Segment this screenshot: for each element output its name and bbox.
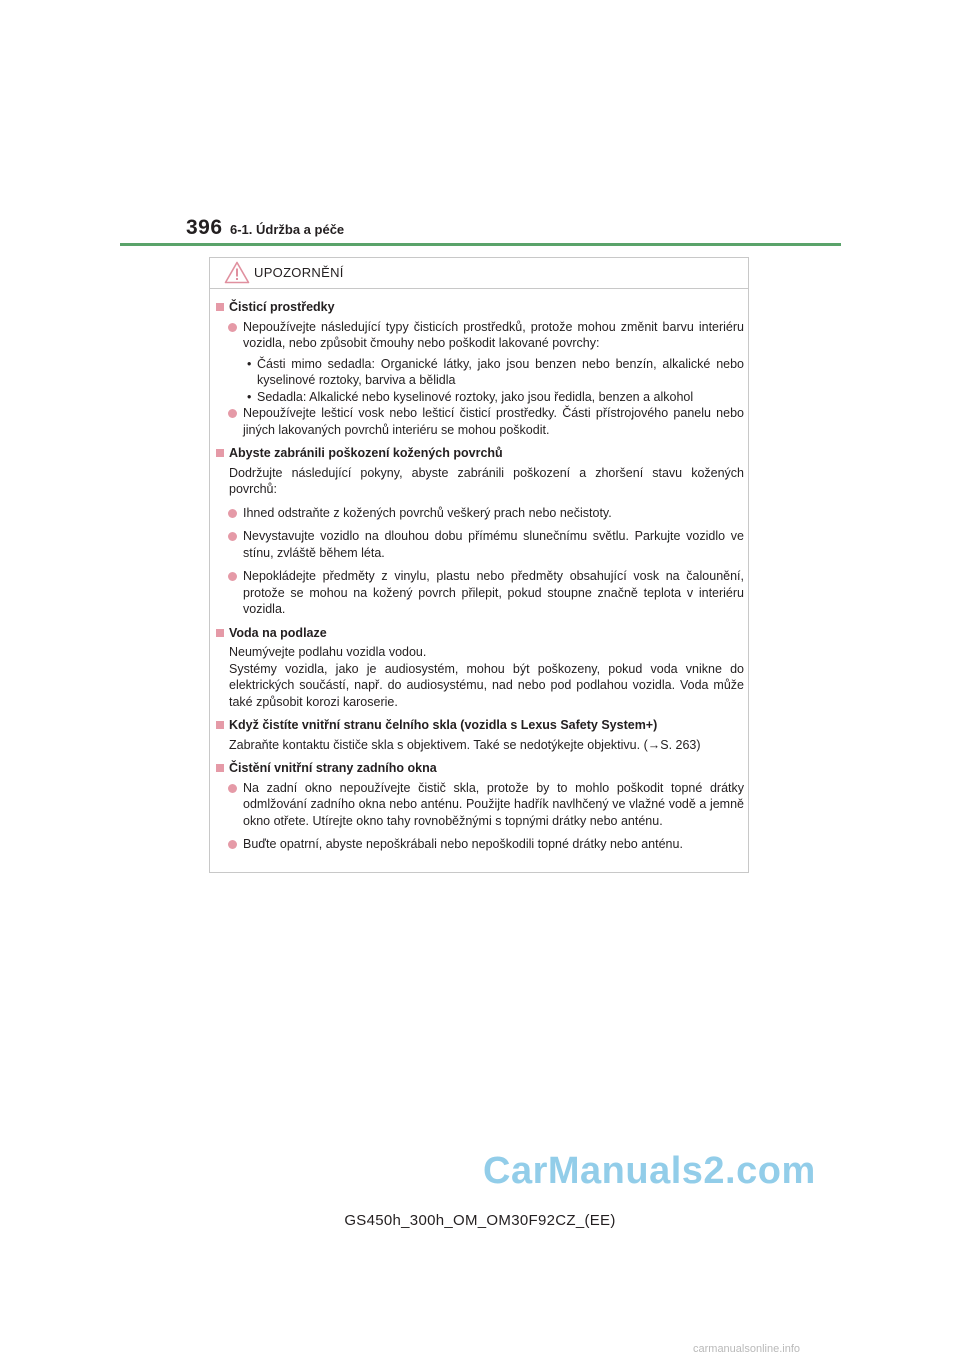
square-bullet-icon xyxy=(216,449,224,457)
watermark-text: carmanualsonline.info xyxy=(693,1343,801,1355)
list-item: Buďte opatrní, abyste nepoškrábali nebo nepoškodili topné drátky nebo anténu. xyxy=(216,836,744,853)
paragraph: Dodržujte následující pokyny, abyste zabránili poškození a zhoršení stavu kožených povrchů: xyxy=(229,465,744,496)
watermark-logo: CarManuals2.com xyxy=(483,1150,816,1192)
square-bullet-icon xyxy=(216,764,224,772)
paragraph: Zabraňte kontaktu čističe skla s objektivem. Také se nedotýkejte objektivu. (→S. 263) xyxy=(229,737,701,752)
warning-triangle-icon xyxy=(224,261,250,284)
sub-list-item: • Části mimo sedadla: Organické látky, jako jsou benzen nebo benzín, alkalické nebo kyselinové roztoky, barviva a bělidla xyxy=(247,356,744,387)
section-windshield xyxy=(216,717,744,753)
section-rear-window xyxy=(216,760,744,853)
round-bullet-icon xyxy=(228,784,237,793)
list-item: Ihned odstraňte z kožených povrchů veškerý prach nebo nečistoty. xyxy=(216,505,744,522)
warning-box xyxy=(209,257,749,873)
section-heading: Abyste zabránili poškození kožených povrchů xyxy=(229,446,503,460)
paragraph: Neumývejte podlahu vozidla vodou. xyxy=(229,645,427,659)
list-item: Nepoužívejte lešticí vosk nebo lešticí čisticí prostředky. Části přístrojového panelu nebo jiných lakovaných povrchů interiéru se mohou poškodit. xyxy=(216,405,744,438)
section-heading: Když čistíte vnitřní stranu čelního skla (vozidla s Lexus Safety System+) xyxy=(229,718,658,732)
section-heading: Čistění vnitřní strany zadního okna xyxy=(229,761,437,775)
section-leather xyxy=(216,445,744,618)
square-bullet-icon xyxy=(216,721,224,729)
round-bullet-icon xyxy=(228,532,237,541)
warning-content xyxy=(216,299,744,853)
round-bullet-icon xyxy=(228,323,237,332)
section-heading: Voda na podlaze xyxy=(229,625,327,640)
page-number: 396 xyxy=(186,216,223,239)
list-item: Na zadní okno nepoužívejte čistič skla, protože by to mohlo poškodit topné drátky odmlžování zadního okna nebo anténu. Použijte hadřík navlhčený ve vlažné vodě a jemně okno otřete. Utírejte okno tahy rovnoběžnými s topnými drátky nebo anténu. xyxy=(216,780,744,830)
round-bullet-icon xyxy=(228,572,237,581)
round-bullet-icon xyxy=(228,840,237,849)
paragraph: Systémy vozidla, jako je audiosystém, mohou být poškozeny, pokud voda vnikne do elektrických součástí, např. do audiosystému, nad nebo pod podlahou vozidla. Voda může také způsobit korozi karoserie. xyxy=(229,661,744,709)
square-bullet-icon xyxy=(216,303,224,311)
header-rule xyxy=(120,243,841,246)
sub-list-item: • Sedadla: Alkalické nebo kyselinové roztoky, jako jsou ředidla, benzen a alkohol xyxy=(247,389,694,404)
list-item: Nevystavujte vozidlo na dlouhou dobu přímému slunečnímu světlu. Parkujte vozidlo ve stínu, zvláště během léta. xyxy=(216,528,744,561)
warning-header xyxy=(210,258,748,289)
document-code: GS450h_300h_OM_OM30F92CZ_(EE) xyxy=(344,1212,616,1229)
list-item: Nepokládejte předměty z vinylu, plastu nebo předměty obsahující vosk na čalounění, protože se mohou na kožený povrch přilepit, pokud stoupne značně teplota v interiéru vozidla. xyxy=(216,568,744,618)
warning-title: UPOZORNĚNÍ xyxy=(254,265,344,280)
round-bullet-icon xyxy=(228,409,237,418)
square-bullet-icon xyxy=(216,629,224,637)
round-bullet-icon xyxy=(228,509,237,518)
section-cleaning-agents xyxy=(216,299,744,438)
page-header xyxy=(186,216,786,246)
list-item: Nepoužívejte následující typy čisticích prostředků, protože mohou změnit barvu interiéru vozidla, nebo způsobit čmouhy nebo poškodit lakované povrchy: xyxy=(216,319,744,352)
section-floor-water xyxy=(216,625,744,711)
section-title: 6-1. Údržba a péče xyxy=(230,222,345,237)
section-heading: Čisticí prostředky xyxy=(229,300,335,314)
